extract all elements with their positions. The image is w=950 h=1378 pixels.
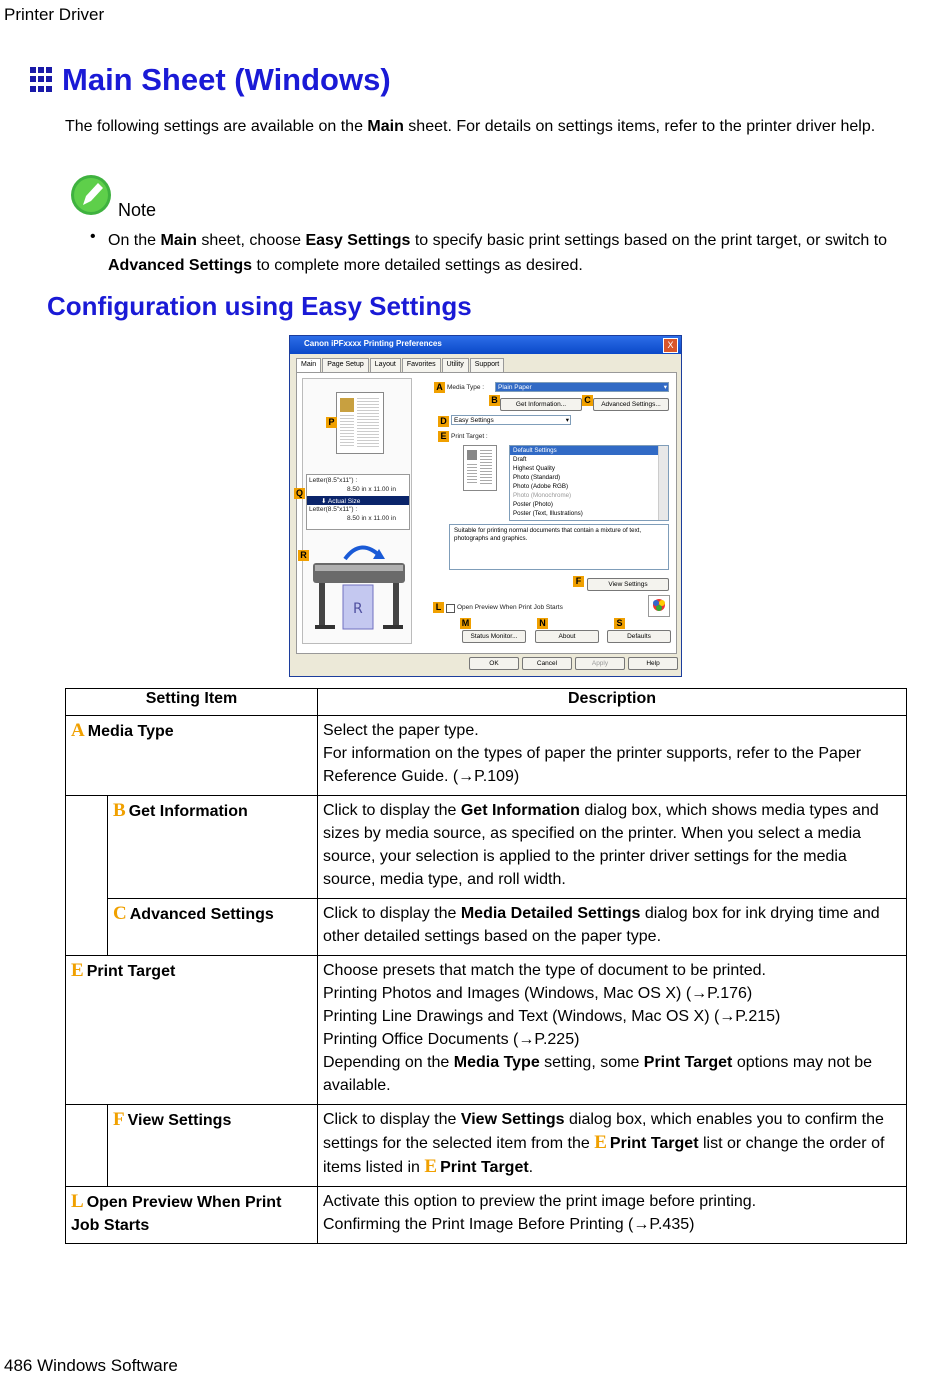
desc-link-line: Confirming the Print Image Before Printing (→P.435) [323, 1216, 695, 1233]
indent-cell [66, 1105, 108, 1187]
about-button[interactable]: About [535, 630, 599, 643]
item-name: Get Information [128, 803, 248, 820]
intro-text-2: sheet. For details on settings items, refer to the printer driver help. [403, 118, 876, 135]
settings-mode-value: Easy Settings [454, 417, 494, 424]
desc-link-line: Printing Photos and Images (Windows, Mac OS X) (→P.176) [323, 985, 753, 1002]
tab-utility[interactable]: Utility [442, 358, 469, 372]
desc-text: dialog box, which shows media types and sizes by media source, as specified on the printer. When you select a media source, your selection is applied to the printer driver settings for the media source, media type, and roll width. [323, 802, 879, 888]
page-title-text: Main Sheet (Windows) [62, 62, 391, 97]
item-name: Print Target [86, 963, 176, 980]
print-target-label: Print Target : [451, 433, 488, 440]
printing-preferences-dialog [289, 335, 682, 677]
desc-line: Choose presets that match the type of document to be printed. [323, 962, 766, 979]
desc-link-line: Printing Line Drawings and Text (Windows, Mac OS X) (→P.215) [323, 1008, 781, 1025]
desc-text: options may not be available. [323, 1054, 873, 1094]
desc-line: Activate this option to preview the print image before printing. [323, 1193, 757, 1210]
marker-s: S [614, 618, 625, 629]
desc-bold: View Settings [460, 1111, 565, 1128]
list-scrollbar[interactable] [658, 446, 668, 520]
print-target-list[interactable] [509, 445, 669, 521]
intro-main-bold: Main [367, 118, 404, 135]
print-target-option[interactable]: Draft [513, 456, 527, 463]
defaults-button[interactable]: Defaults [607, 630, 671, 643]
desc-text: dialog box, which enables you to confirm the settings for the selected item from the [323, 1111, 884, 1152]
print-target-preview-icon [463, 445, 497, 491]
note-bullet: • [90, 228, 96, 245]
note-bold-main: Main [160, 232, 197, 249]
desc-link-line: Printing Office Documents (→P.225) [323, 1031, 580, 1048]
print-target-option[interactable]: Highest Quality [513, 465, 555, 472]
desc-bold: Print Target [643, 1054, 733, 1071]
tab-layout[interactable]: Layout [370, 358, 401, 372]
note-text-1: On the [108, 232, 161, 249]
table-header-row [66, 689, 907, 716]
print-target-option[interactable]: Photo (Standard) [513, 474, 561, 481]
section-title: Configuration using Easy Settings [47, 291, 472, 321]
actual-size-label [321, 497, 360, 505]
marker-letter: E [424, 1156, 438, 1177]
size-info-box [306, 474, 410, 530]
table-row [66, 899, 907, 956]
cancel-button[interactable]: Cancel [522, 657, 572, 670]
desc-text: Click to display the [323, 802, 461, 819]
dialog-titlebar [290, 336, 681, 354]
marker-letter: C [113, 903, 127, 924]
desc-media-type [318, 716, 907, 796]
size-line-1: Letter(8.5"x11") : [309, 477, 358, 484]
note-pencil-icon [70, 174, 112, 216]
preview-area [302, 378, 412, 644]
header-setting-item: Setting Item [66, 689, 318, 716]
desc-advanced-settings [318, 899, 907, 956]
intro-text: The following settings are available on the [65, 118, 368, 135]
marker-l: L [433, 602, 444, 613]
note-bold-easy: Easy Settings [305, 232, 411, 249]
page-title [30, 62, 391, 98]
arrow-down-icon: ⬇ [321, 498, 328, 505]
intro-paragraph [65, 114, 905, 139]
print-target-option[interactable]: Default Settings [510, 446, 668, 455]
marker-m: M [461, 618, 470, 628]
main-tab-panel [296, 372, 677, 654]
item-view-settings [108, 1105, 318, 1187]
note-text-4: to complete more detailed settings as desired. [252, 257, 583, 274]
desc-bold: Print Target [609, 1135, 699, 1152]
desc-get-information [318, 796, 907, 899]
view-settings-button[interactable]: View Settings [587, 578, 669, 591]
note-text-3: to specify basic print settings based on the print target, or switch to [410, 232, 888, 249]
desc-line: For information on the types of paper the printer supports, refer to the Paper Reference Guide. (→P.109) [323, 745, 862, 785]
description-box [449, 524, 669, 570]
dialog-tabs [296, 358, 505, 372]
chevron-down-icon: ▾ [663, 384, 667, 391]
get-information-button[interactable]: Get Information... [500, 398, 582, 411]
desc-line [323, 1051, 901, 1097]
ok-button[interactable]: OK [469, 657, 519, 670]
marker-letter: F [113, 1109, 125, 1130]
marker-p: P [326, 417, 337, 428]
print-target-option[interactable]: Poster (Photo) [513, 501, 553, 508]
item-print-target [66, 956, 318, 1105]
desc-line: Select the paper type. [323, 722, 479, 739]
dialog-title: Canon iPFxxxx Printing Preferences [304, 339, 442, 348]
tab-favorites[interactable]: Favorites [402, 358, 441, 372]
media-type-select[interactable] [495, 382, 669, 392]
size-line-4: 8.50 in x 11.00 in [347, 515, 397, 522]
desc-open-preview [318, 1187, 907, 1244]
desc-text: Click to display the [323, 1111, 461, 1128]
description-text: Suitable for printing normal documents that contain a mixture of text, photographs and graphics. [454, 527, 642, 542]
marker-a: A [434, 382, 445, 393]
item-open-preview [66, 1187, 318, 1244]
table-row [66, 716, 907, 796]
item-get-information [108, 796, 318, 899]
item-name: Open Preview When Print Job Starts [71, 1194, 282, 1234]
desc-text: list or change the order of items listed in [323, 1135, 885, 1176]
open-preview-label: Open Preview When Print Job Starts [457, 604, 563, 611]
desc-text: Depending on the [323, 1054, 454, 1071]
desc-view-settings [318, 1105, 907, 1187]
open-preview-checkbox[interactable] [446, 604, 455, 613]
marker-q: Q [295, 488, 303, 498]
desc-print-target [318, 956, 907, 1105]
close-icon[interactable]: X [663, 338, 678, 353]
item-advanced-settings [108, 899, 318, 956]
ink-status-icon[interactable] [648, 595, 670, 617]
marker-c: C [582, 395, 593, 406]
page-preview-icon [336, 392, 384, 454]
marker-letter: E [594, 1132, 607, 1153]
status-monitor-button[interactable]: Status Monitor... [462, 630, 526, 643]
settings-mode-select[interactable] [451, 415, 571, 425]
header-description: Description [318, 689, 907, 716]
apply-button[interactable]: Apply [575, 657, 625, 670]
desc-text: dialog box for ink drying time and other detailed settings based on the paper type. [323, 905, 880, 945]
note-text-2: sheet, choose [196, 232, 306, 249]
desc-bold: Print Target [440, 1159, 529, 1176]
desc-bold: Media Type [453, 1054, 540, 1071]
indent-cell [66, 796, 108, 956]
media-type-value: Plain Paper [498, 384, 532, 391]
marker-letter: E [71, 960, 84, 981]
settings-table [65, 688, 907, 1244]
desc-bold: Media Detailed Settings [460, 905, 641, 922]
item-name: View Settings [127, 1112, 232, 1129]
marker-e: E [438, 431, 449, 442]
advanced-settings-button[interactable]: Advanced Settings... [593, 398, 669, 411]
table-row [66, 956, 907, 1105]
note-text [108, 228, 908, 278]
item-name: Media Type [87, 723, 174, 740]
tab-support[interactable]: Support [470, 358, 505, 372]
printer-illustration [309, 535, 409, 639]
desc-text: . [528, 1159, 534, 1176]
desc-text: Click to display the [323, 905, 461, 922]
help-button[interactable]: Help [628, 657, 678, 670]
svg-text:R: R [353, 601, 363, 617]
grid-icon [30, 67, 56, 93]
item-name: Advanced Settings [129, 906, 274, 923]
note-bold-advanced: Advanced Settings [108, 257, 253, 274]
desc-text: setting, some [539, 1054, 644, 1071]
print-target-option[interactable]: Poster (Text, Illustrations) [513, 510, 583, 517]
marker-letter: A [71, 720, 85, 741]
table-row [66, 1105, 907, 1187]
table-row [66, 1187, 907, 1244]
marker-b: B [489, 395, 500, 406]
marker-d: D [438, 416, 449, 427]
tab-main[interactable]: Main [296, 358, 321, 372]
page-footer: 486 Windows Software [4, 1356, 178, 1375]
desc-bold: Get Information [460, 802, 580, 819]
note-label: Note [118, 200, 157, 220]
size-line-3: Letter(8.5"x11") : [309, 506, 358, 513]
table-row [66, 796, 907, 899]
marker-letter: B [113, 800, 126, 821]
media-type-label: Media Type : [447, 384, 485, 391]
print-target-option[interactable]: Photo (Adobe RGB) [513, 483, 569, 490]
marker-r: R [298, 550, 309, 561]
actual-size-text: Actual Size [327, 498, 361, 505]
marker-letter: L [71, 1191, 84, 1212]
chevron-down-icon: ▾ [565, 417, 569, 424]
print-target-option[interactable]: Photo (Monochrome) [513, 492, 572, 499]
marker-f: F [573, 576, 584, 587]
size-line-2: 8.50 in x 11.00 in [347, 486, 397, 493]
marker-n: N [537, 618, 548, 629]
item-media-type [66, 716, 318, 796]
tab-page-setup[interactable]: Page Setup [322, 358, 369, 372]
running-header: Printer Driver [4, 5, 105, 24]
